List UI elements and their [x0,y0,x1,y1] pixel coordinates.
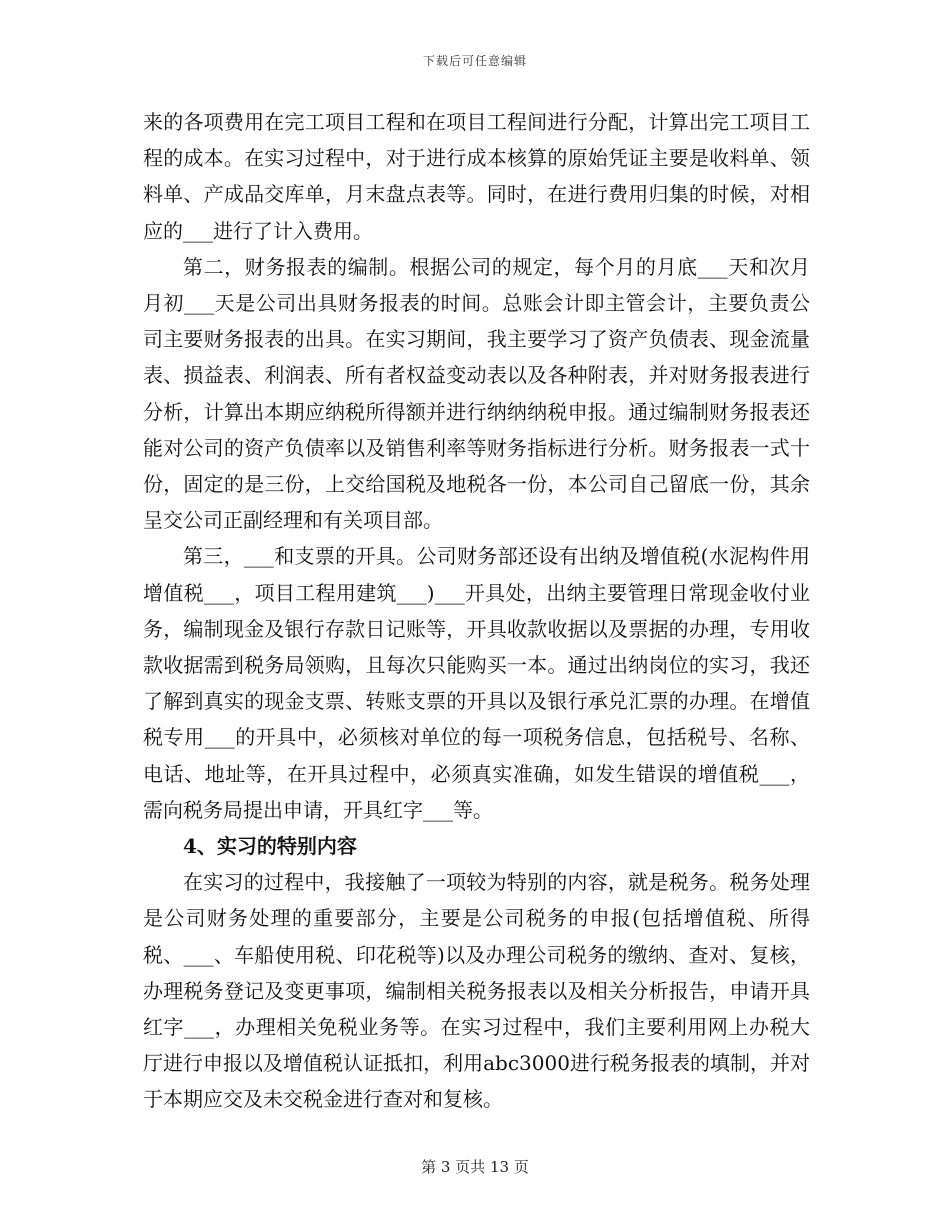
paragraph-tax-affairs: 在实习的过程中，我接触了一项较为特别的内容，就是税务。税务处理是公司财务处理的重要部分，主要是公司税务的申报(包括增值税、所得税、___、车船使用税、印花税等)以及办理公司税务的缴纳、查对、复核，办理税务登记及变更事项，编制相关税务报表以及相关分析报告，申请开具红字___，办理相关免税业务等。在实习过程中，我们主要利用网上办税大厅进行申报以及增值税认证抵扣，利用abc3000进行税务报表的填制，并对于本期应交及未交税金进行查对和复核。 [143,870,810,1112]
paragraph-invoices-checks: 第三，___和支票的开具。公司财务部还设有出纳及增值税(水泥构件用增值税___，项目工程用建筑___)___开具处，出纳主要管理日常现金收付业务，编制现金及银行存款日记账等，开具收款收据以及票据的办理，专用收款收据需到税务局领购，且每次只能购买一本。通过出纳岗位的实习，我还了解到真实的现金支票、转账支票的开具以及银行承兑汇票的办理。在增值税专用___的开具中，必须核对单位的每一项税务信息，包括税号、名称、电话、地址等，在开具过程中，必须真实准确，如发生错误的增值税___，需向税务局提出申请，开具红字___等。 [143,544,810,822]
paragraph-cost-accounting: 来的各项费用在完工项目工程和在项目工程间进行分配，计算出完工项目工程的成本。在实习过程中，对于进行成本核算的原始凭证主要是收料单、领料单、产成品交库单，月末盘点表等。同时，在进行费用归集的时候，对相应的___进行了计入费用。 [143,110,810,243]
paragraph-financial-statements: 第二，财务报表的编制。根据公司的规定，每个月的月底___天和次月月初___天是公司出具财务报表的时间。总账会计即主管会计，主要负责公司主要财务报表的出具。在实习期间，我主要学习了资产负债表、现金流量表、损益表、利润表、所有者权益变动表以及各种附表，并对财务报表进行分析，计算出本期应纳税所得额并进行纳纳纳税申报。通过编制财务报表还能对公司的资产负债率以及销售利率等财务指标进行分析。财务报表一式十份，固定的是三份，上交给国税及地税各一份，本公司自己留底一份，其余呈交公司正副经理和有关项目部。 [143,254,810,533]
page-number: 第 3 页共 13 页 [421,1158,529,1176]
page-header-note: 下载后可任意编辑 [422,54,527,68]
section-heading: 4、实习的特别内容 [183,834,357,859]
document-body [143,104,810,1118]
